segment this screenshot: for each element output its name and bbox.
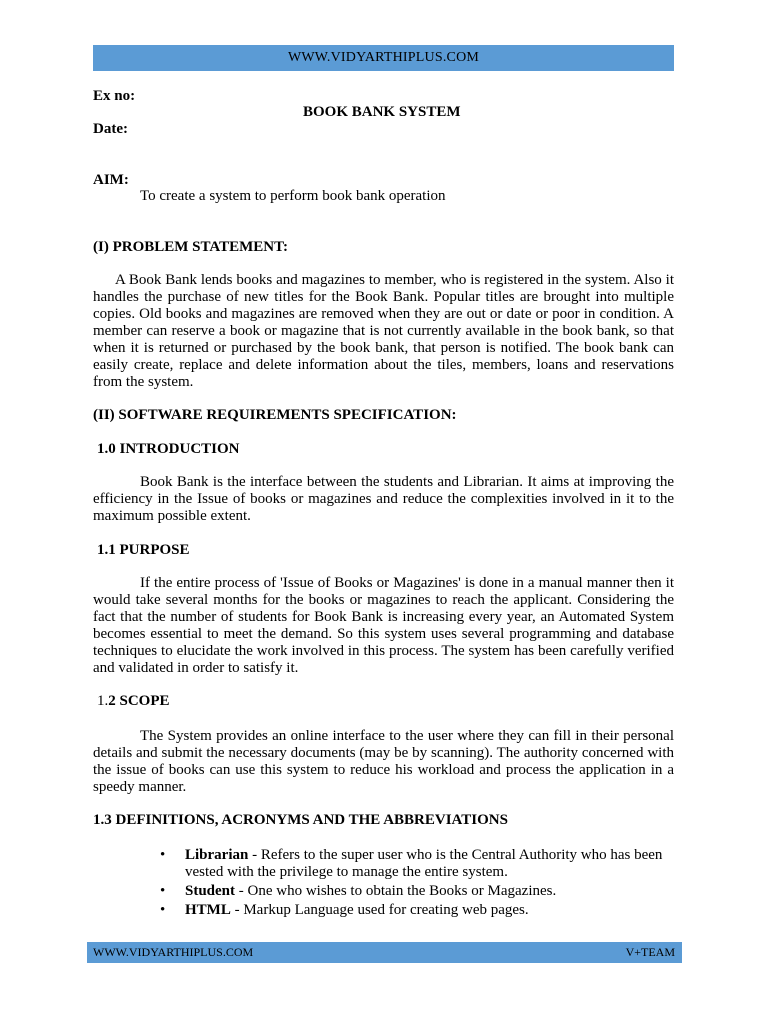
definition-desc: - Refers to the super user who is the Central Authority who has been vested with the privilege to manage the entire system. (185, 847, 663, 880)
header-site-text: WWW.VIDYARTHIPLUS.COM (287, 50, 480, 65)
list-item (160, 883, 680, 900)
purpose-heading: 1.1 PURPOSE (97, 542, 190, 558)
purpose-text: If the entire process of 'Issue of Books or Magazines' is done in a manual manner then it would take several months for the books or magazines to reach the applicant. Considering the fact that the number of students for Book Bank is increasing every year, an Automated System becomes essential to meet the demand. So this system uses several programming and database techniques to elucidate the work involved in this process. The system has been carefully verified and validated in order to satisfy it. (93, 575, 674, 676)
scope-heading-prefix: 1. (97, 693, 109, 709)
aim-text: To create a system to perform book bank operation (140, 188, 446, 204)
definition-term: HTML (185, 902, 231, 918)
definitions-list (160, 847, 680, 921)
footer-bar (87, 942, 682, 963)
bullet-icon: • (160, 847, 166, 863)
scope-heading-rest: 2 SCOPE (108, 693, 170, 709)
problem-heading: (I) PROBLEM STATEMENT: (93, 239, 289, 255)
date-label: Date: (93, 121, 128, 137)
intro-heading: 1.0 INTRODUCTION (97, 441, 240, 457)
scope-text: The System provides an online interface to the user where they can fill in their personal details and submit the necessary documents (may be by scanning). The authority concerned with the issue of books can use this system to reduce his workload and process the application in a speedy manner. (93, 728, 674, 795)
footer-site-text: WWW.VIDYARTHIPLUS.COM (93, 945, 254, 959)
definition-term: Student (185, 883, 236, 899)
intro-text: Book Bank is the interface between the students and Librarian. It aims at improving the efficiency in the Issue of books or magazines and reduce the complexities involved in it to the maximum possible extent. (93, 474, 674, 524)
definition-desc: - Markup Language used for creating web pages. (230, 902, 529, 918)
srs-heading: (II) SOFTWARE REQUIREMENTS SPECIFICATION: (93, 407, 457, 423)
problem-text: A Book Bank lends books and magazines to member, who is registered in the system. Also it handles the purchase of new titles for the Book Bank. Popular titles are brought into multiple copies. Old books and magazines are removed when they are out or date or poor in condition. A member can reserve a book or magazine that is not currently available in the book bank, so that when it is returned or purchased by the book bank, that person is notified. The book bank can easily create, replace and delete information about the tiles, members, loans and reservations from the system. (93, 272, 674, 390)
footer-team-text: V+TEAM (625, 945, 675, 959)
bullet-icon: • (160, 883, 166, 899)
document-title: BOOK BANK SYSTEM (303, 104, 461, 120)
scope-heading (97, 693, 170, 710)
header-bar (93, 45, 674, 71)
list-item (160, 902, 680, 919)
bullet-icon: • (160, 902, 166, 918)
list-item (160, 847, 680, 881)
exno-label: Ex no: (93, 88, 136, 104)
aim-label: AIM: (93, 172, 129, 188)
definition-desc: - One who wishes to obtain the Books or Magazines. (235, 883, 557, 899)
definition-term: Librarian (185, 847, 249, 863)
definitions-heading: 1.3 DEFINITIONS, ACRONYMS AND THE ABBREVIATIONS (93, 812, 508, 828)
